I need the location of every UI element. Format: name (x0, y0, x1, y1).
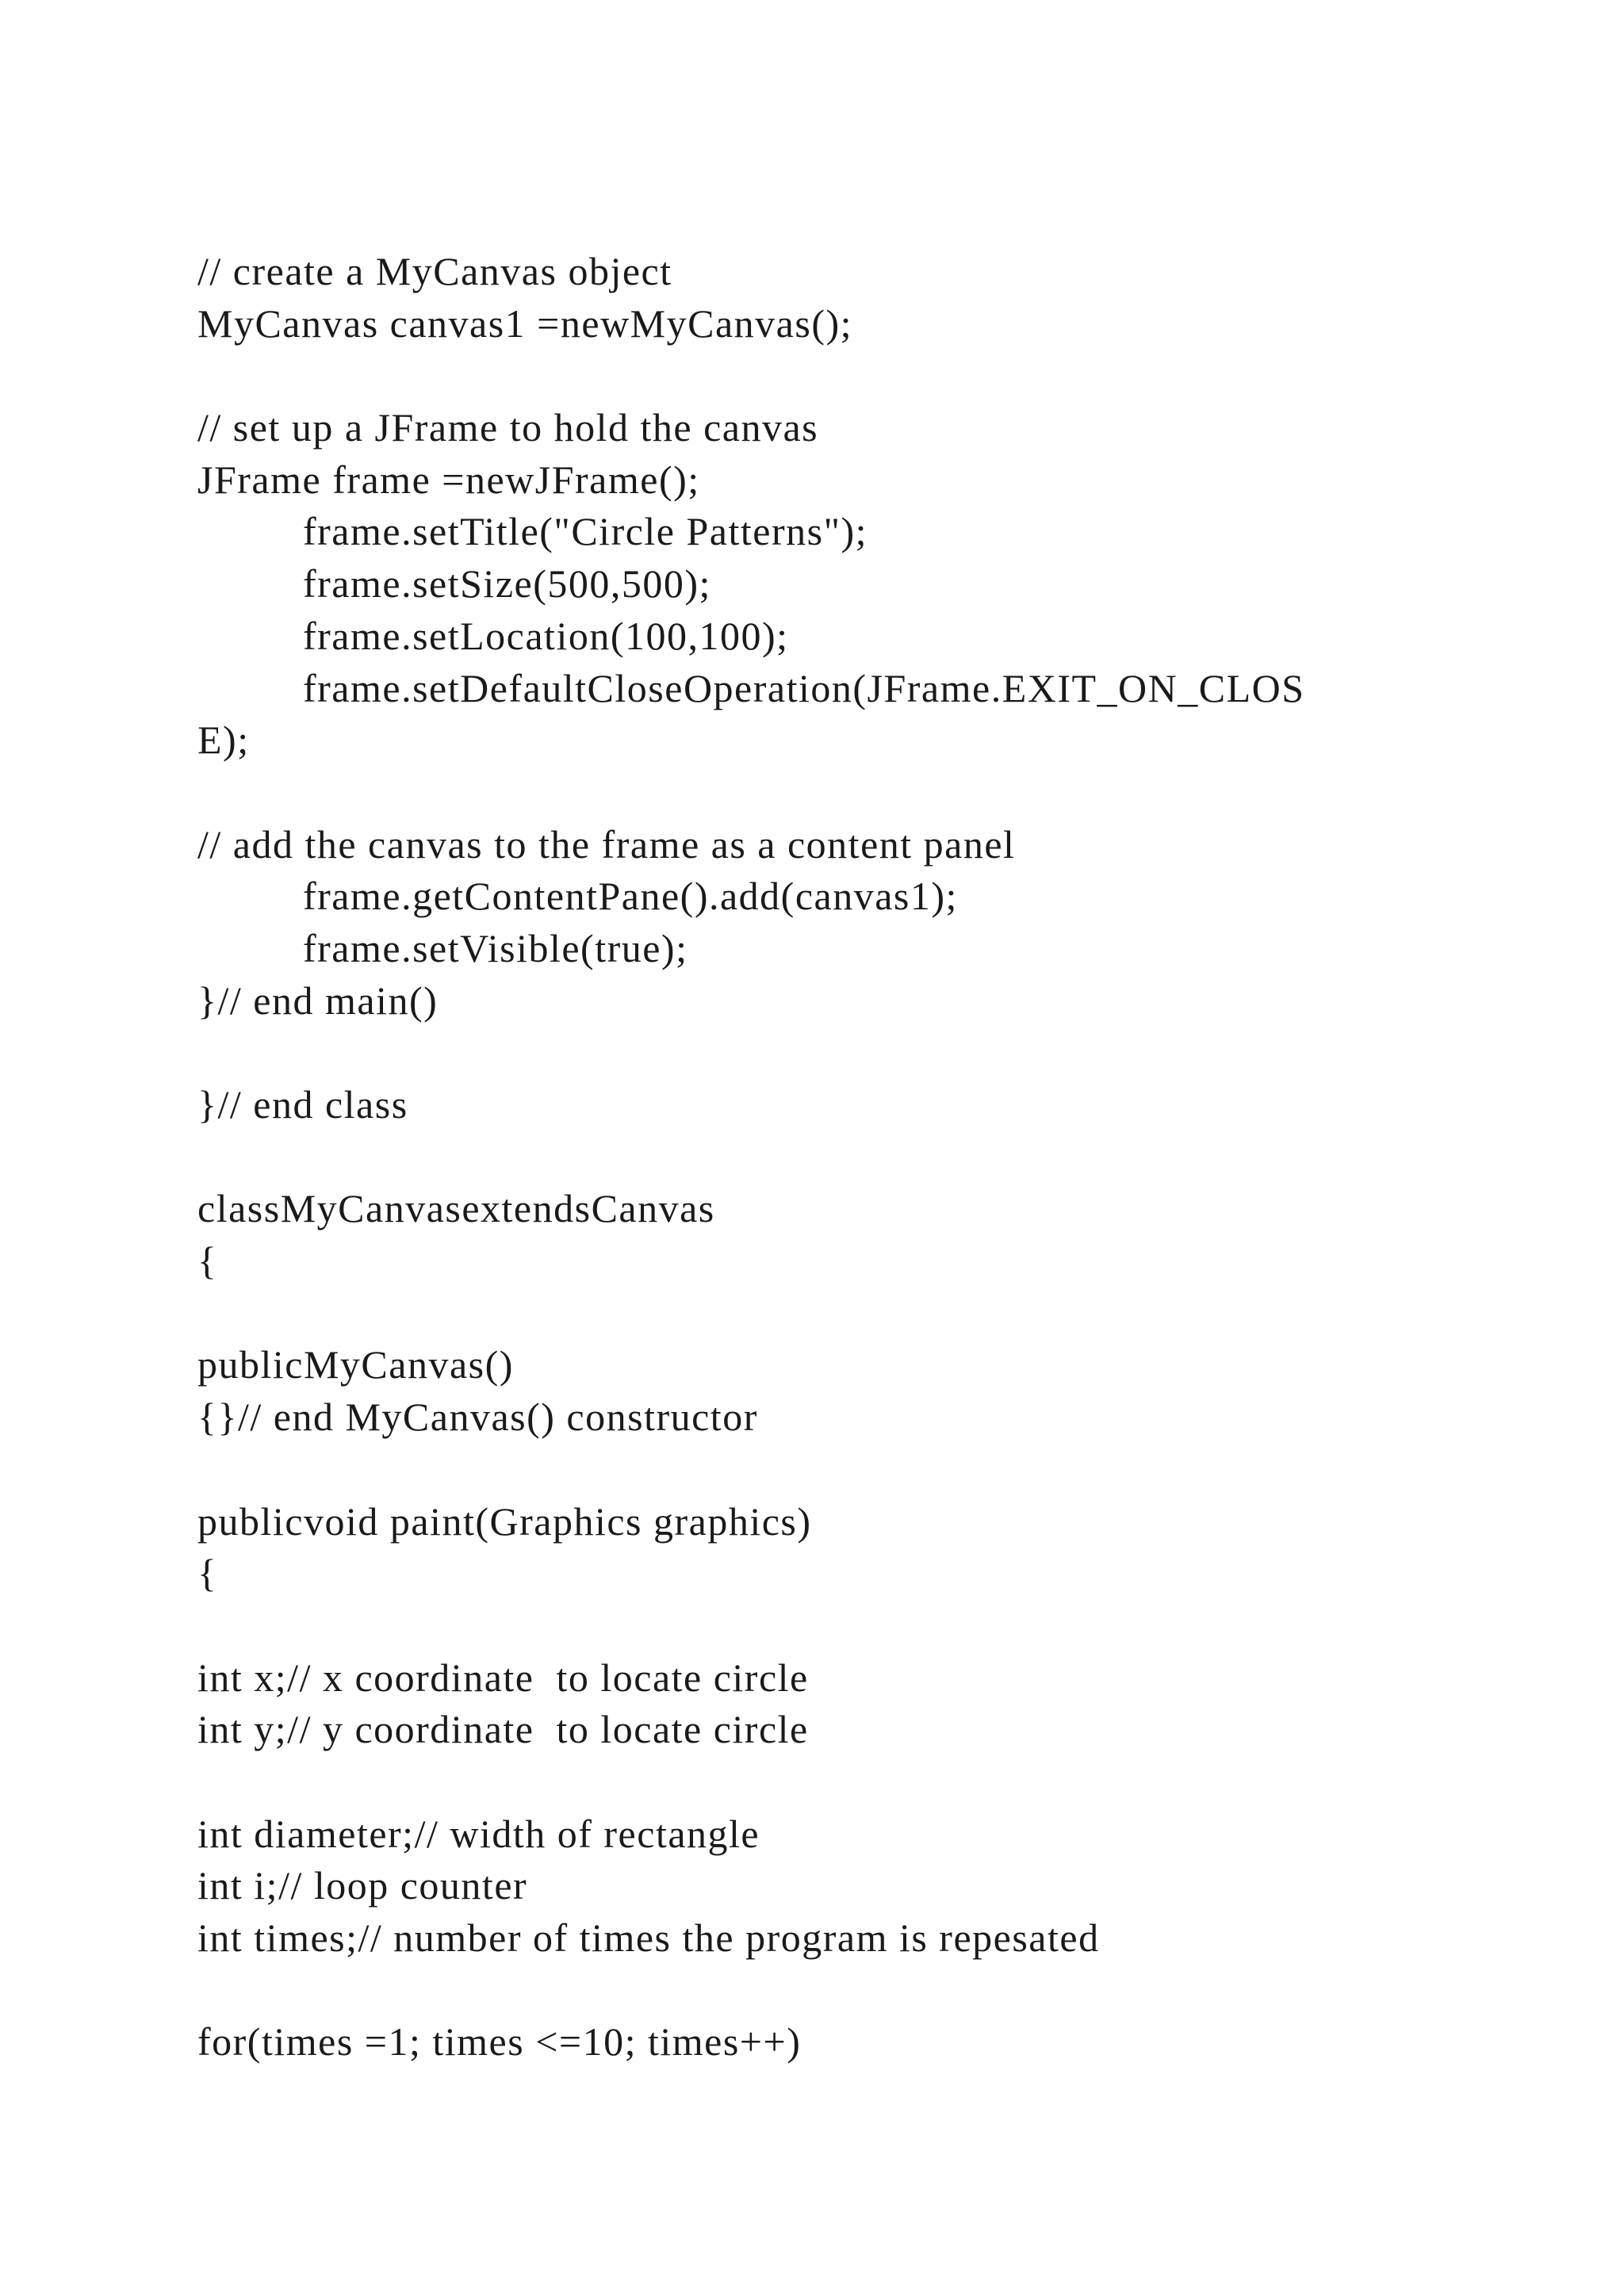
code-line: { (197, 1551, 218, 1596)
code-listing (197, 246, 1545, 2068)
code-line: // set up a JFrame to hold the canvas (197, 405, 819, 450)
blank-line (197, 1965, 1545, 2017)
code-line: }// end class (197, 1082, 408, 1127)
blank-line (197, 767, 1545, 819)
code-line: int i;// loop counter (197, 1863, 528, 1908)
blank-line (197, 350, 1545, 402)
code-line: for(times =1; times <=10; times++) (197, 2019, 802, 2064)
blank-line (197, 1027, 1545, 1079)
blank-line (197, 1600, 1545, 1652)
code-line: classMyCanvasextendsCanvas (197, 1186, 715, 1231)
code-line: MyCanvas canvas1 =newMyCanvas(); (197, 300, 853, 346)
code-line: frame.setLocation(100,100); (303, 613, 789, 658)
code-line: int y;// y coordinate to locate circle (197, 1707, 809, 1752)
blank-line (197, 1756, 1545, 1808)
code-line: E); (197, 718, 250, 763)
code-line: JFrame frame =newJFrame(); (197, 457, 700, 502)
code-line: frame.setSize(500,500); (303, 561, 711, 607)
code-line: int diameter;// width of rectangle (197, 1811, 760, 1856)
code-line: {}// end MyCanvas() constructor (197, 1395, 758, 1440)
code-line: frame.setDefaultCloseOperation(JFrame.EXIT_ON_CLOS (303, 665, 1305, 710)
code-line: int x;// x coordinate to locate circle (197, 1655, 809, 1700)
code-line: // create a MyCanvas object (197, 249, 672, 293)
code-line: publicvoid paint(Graphics graphics) (197, 1498, 812, 1544)
code-line: int times;// number of times the program is repesated (197, 1915, 1100, 1960)
code-line: // add the canvas to the frame as a content panel (197, 821, 1016, 867)
code-line: publicMyCanvas() (197, 1342, 514, 1387)
blank-line (197, 1444, 1545, 1496)
code-line: { (197, 1238, 218, 1284)
blank-line (197, 1288, 1545, 1340)
code-line: }// end main() (197, 978, 439, 1023)
blank-line (197, 1131, 1545, 1184)
code-line: frame.setTitle("Circle Patterns"); (303, 509, 868, 554)
code-line: frame.getContentPane().add(canvas1); (303, 874, 958, 919)
code-line: frame.setVisible(true); (303, 925, 688, 970)
